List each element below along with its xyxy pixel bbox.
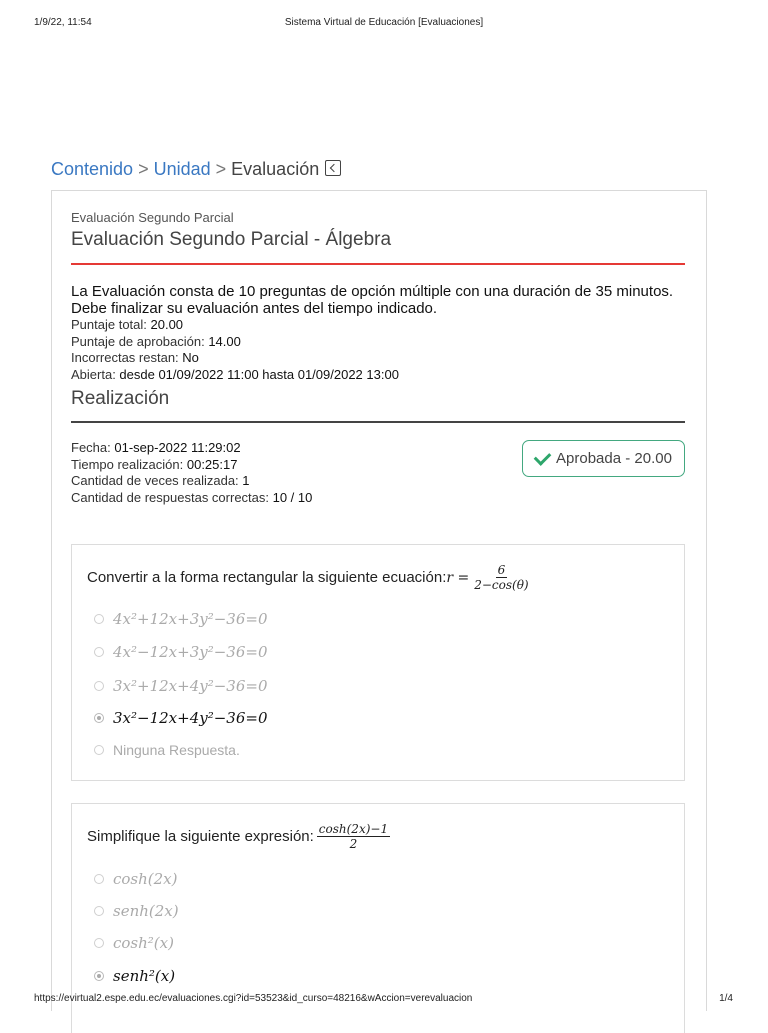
print-datetime: 1/9/22, 11:54 (34, 17, 92, 28)
breadcrumb (51, 159, 341, 180)
evaluation-meta (71, 317, 685, 383)
question-expression-prefix: r = (446, 569, 470, 586)
print-url: https://evirtual2.espe.edu.ec/evaluaciones.cgi?id=53523&id_curso=48216&wAccion=verevaluacion (34, 993, 473, 1004)
option-label: senh²(x) (113, 967, 176, 985)
status-badge (522, 440, 685, 477)
breadcrumb-separator: > (215, 159, 227, 179)
meta-label: Abierta: (71, 366, 120, 382)
radio-button-selected[interactable] (94, 971, 104, 981)
meta-value: 1 (242, 473, 250, 488)
title-divider (71, 263, 685, 265)
print-page-number: 1/4 (719, 993, 733, 1004)
question-prompt: Convertir a la forma rectangular la siguiente ecuación: (87, 569, 447, 586)
radio-button[interactable] (94, 614, 104, 624)
meta-label: Puntaje de aprobación: (71, 333, 209, 349)
back-arrow-icon[interactable] (325, 160, 341, 176)
option-label: senh(2x) (113, 902, 179, 920)
fraction-denominator: 2 (349, 837, 358, 851)
evaluation-title: Evaluación Segundo Parcial - Álgebra (71, 229, 392, 250)
evaluation-panel (51, 190, 707, 1011)
meta-label: Cantidad de veces realizada: (71, 473, 243, 488)
answer-option[interactable] (94, 868, 178, 890)
breadcrumb-current: Evaluación (231, 159, 320, 179)
answer-option-selected[interactable] (94, 707, 268, 729)
option-label: cosh²(x) (113, 934, 174, 952)
meta-row (71, 334, 685, 351)
print-footer (0, 993, 768, 1007)
question-text (87, 563, 531, 592)
meta-label: Tiempo realización: (71, 456, 187, 472)
check-icon (534, 448, 552, 466)
question-fraction (472, 563, 530, 592)
meta-row (71, 350, 685, 367)
question-fraction (317, 822, 390, 851)
meta-value: desde 01/09/2022 11:00 hasta 01/09/2022 13:00 (119, 366, 399, 382)
meta-value: 14.00 (208, 333, 241, 349)
print-title: Sistema Virtual de Educación [Evaluaciones] (284, 17, 484, 28)
meta-value: 10 / 10 (272, 489, 313, 505)
option-label: 4x²−12x+3y²−36=0 (113, 643, 268, 661)
option-label: 4x²+12x+3y²−36=0 (113, 610, 268, 628)
realizacion-title: Realización (71, 388, 170, 409)
meta-label: Puntaje total: (71, 317, 151, 332)
answer-option[interactable] (94, 608, 268, 630)
status-badge-label: Aprobada - 20.00 (556, 450, 672, 467)
question-text (87, 822, 390, 851)
radio-button[interactable] (94, 938, 104, 948)
fraction-numerator: 6 (497, 563, 506, 577)
meta-row (71, 317, 685, 334)
meta-label: Incorrectas restan: (71, 350, 183, 365)
option-label: 3x²−12x+4y²−36=0 (113, 709, 268, 727)
breadcrumb-unidad[interactable]: Unidad (153, 159, 211, 179)
radio-button[interactable] (94, 906, 104, 916)
option-label: cosh(2x) (113, 870, 178, 888)
meta-row (71, 367, 685, 384)
answer-option-selected[interactable] (94, 965, 175, 987)
meta-label: Fecha: (71, 440, 115, 455)
radio-button-selected[interactable] (94, 713, 104, 723)
answer-option[interactable] (94, 675, 268, 697)
meta-value: 01-sep-2022 11:29:02 (114, 440, 241, 455)
realizacion-divider (71, 421, 685, 423)
answer-option[interactable] (94, 739, 240, 761)
radio-button[interactable] (94, 745, 104, 755)
meta-value: 20.00 (150, 317, 184, 332)
meta-value: 00:25:17 (186, 456, 238, 472)
answer-option[interactable] (94, 932, 174, 954)
answer-option[interactable] (94, 641, 268, 663)
question-card (71, 544, 685, 781)
evaluation-subtitle: Evaluación Segundo Parcial (71, 210, 234, 225)
option-label: Ninguna Respuesta. (113, 742, 240, 758)
question-prompt: Simplifique la siguiente expresión: (87, 828, 314, 845)
fraction-numerator: cosh(2x)−1 (318, 822, 389, 836)
evaluation-description: La Evaluación consta de 10 preguntas de opción múltiple con una duración de 35 minutos. Debe finalizar su evaluación antes del tiempo indicado. (71, 283, 674, 317)
meta-row (71, 490, 685, 507)
radio-button[interactable] (94, 647, 104, 657)
breadcrumb-separator: > (138, 159, 149, 179)
radio-button[interactable] (94, 874, 104, 884)
breadcrumb-contenido[interactable]: Contenido (51, 159, 134, 179)
meta-value: No (182, 350, 199, 365)
radio-button[interactable] (94, 681, 104, 691)
print-header (0, 17, 768, 31)
meta-label: Cantidad de respuestas correctas: (71, 489, 273, 505)
option-label: 3x²+12x+4y²−36=0 (113, 677, 268, 695)
answer-option[interactable] (94, 900, 179, 922)
fraction-denominator: 2−cos(θ) (474, 578, 529, 592)
